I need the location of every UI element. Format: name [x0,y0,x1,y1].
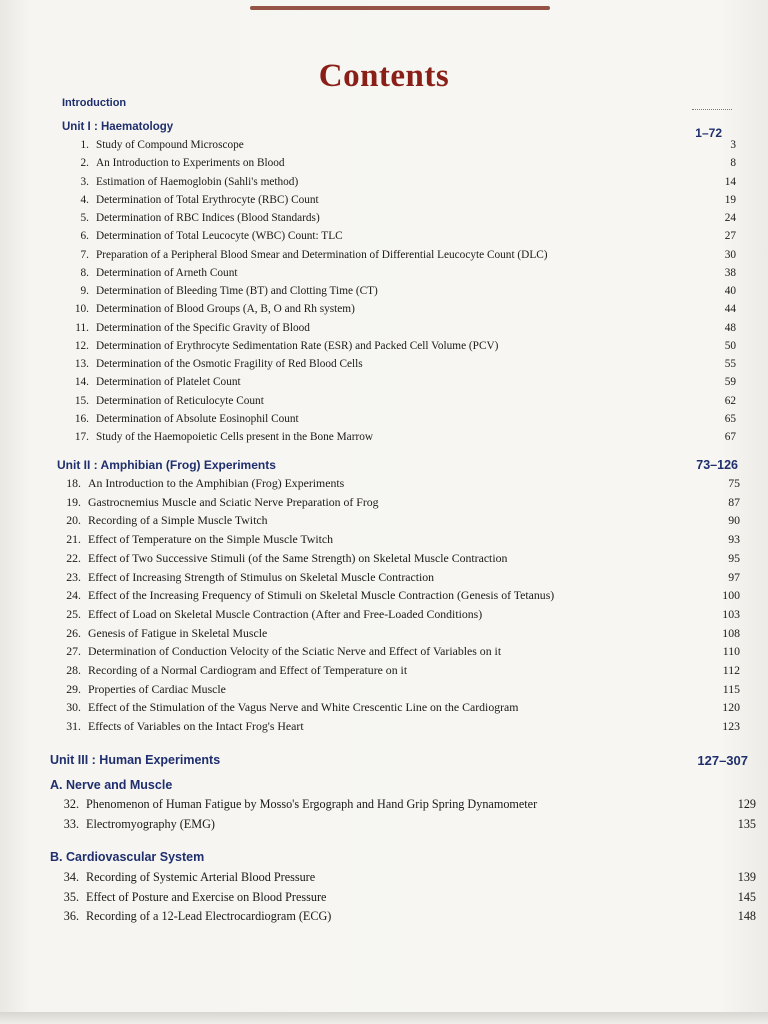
entry-page-number: 129 [737,797,756,811]
entry-number: 21. [66,532,81,547]
toc-entry[interactable] [46,797,756,812]
unit-heading: Unit I : Haematology [62,121,174,133]
entry-title: Determination of the Specific Gravity of Blood [96,321,310,334]
toc-entry[interactable] [62,285,736,297]
toc-entry[interactable] [62,176,736,188]
entry-title: Determination of Absolute Eosinophil Count [96,412,299,425]
entry-page-number: 8 [730,157,736,170]
entry-title: Determination of Conduction Velocity of the Sciatic Nerve and Effect of Variables on it [88,644,502,659]
entry-page-number: 14 [724,175,736,188]
entry-title: Determination of Total Erythrocyte (RBC) Count [96,193,319,206]
toc-entry[interactable] [50,476,740,491]
toc-entry[interactable] [62,322,736,334]
toc-entry[interactable] [50,532,740,547]
page-title: Contents [318,58,450,94]
entry-title: Phenomenon of Human Fatigue by Mosso's Ergograph and Hand Grip Spring Dynamometer [86,797,538,811]
entry-title: Gastrocnemius Muscle and Sciatic Nerve Preparation of Frog [88,494,379,509]
entry-title: Properties of Cardiac Muscle [88,681,226,696]
entry-title: Study of the Haemopoietic Cells present in the Bone Marrow [96,431,374,443]
entry-title: Determination of Erythrocyte Sedimentation Rate (ESR) and Packed Cell Volume (PCV) [96,339,499,352]
entry-page-number: 93 [728,532,740,547]
entry-page-number: 148 [737,909,756,923]
entry-page-number: 112 [722,663,740,677]
entry-page-number: 44 [724,303,736,316]
entry-title: Recording of a 12-Lead Electrocardiogram (ECG) [86,909,332,923]
toc-entry[interactable] [50,607,740,622]
entry-title: Determination of Arneth Count [96,266,238,279]
entry-number: 20. [66,513,81,528]
toc-entry[interactable] [50,495,740,510]
entry-page-number: 62 [724,394,736,407]
toc-entry[interactable] [50,700,740,715]
entry-number: 33. [63,817,79,831]
page-bottom-edge [0,1012,768,1024]
unit-page-range: 127–307 [697,753,748,768]
entry-title: Determination of Blood Groups (A, B, O and Rh system) [96,303,355,316]
toc-entry[interactable] [50,513,740,528]
toc-entry[interactable] [62,267,736,279]
entry-page-number: 48 [724,321,736,334]
entry-number: 18. [66,476,81,490]
entry-page-number: 55 [724,358,736,370]
unit-page-range: 1–72 [695,126,722,140]
toc-entry[interactable] [50,570,740,585]
toc-entry[interactable] [62,395,736,407]
introduction-heading: Introduction [62,97,127,109]
toc-entry[interactable] [62,340,736,352]
entry-title: Effect of Temperature on the Simple Muscle Twitch [88,532,334,547]
entry-number: 5. [80,212,89,224]
entry-number: 2. [80,157,89,170]
toc-entry[interactable] [46,890,756,905]
entry-page-number: 115 [722,681,740,696]
entry-title: Study of Compound Microscope [96,139,244,151]
toc-entry[interactable] [62,303,736,315]
entry-number: 32. [63,797,79,811]
entry-title: Effect of Posture and Exercise on Blood Pressure [86,889,327,904]
toc-entry[interactable] [62,249,736,261]
entry-page-number: 59 [724,376,736,389]
entry-number: 34. [63,870,79,884]
entry-number: 24. [66,588,81,603]
entry-page-number: 30 [724,248,736,261]
entry-title: Effect of Load on Skeletal Muscle Contraction (After and Free-Loaded Conditions) [88,606,483,621]
toc-entry[interactable] [46,817,756,832]
entry-page-number: 145 [737,889,756,904]
toc-entry[interactable] [50,626,740,641]
section-heading: B. Cardiovascular System [50,850,205,864]
entry-number: 16. [74,412,89,425]
entry-page-number: 97 [728,569,740,584]
entry-title: Genesis of Fatigue in Skeletal Muscle [88,625,268,640]
entry-number: 19. [66,494,81,509]
entry-number: 31. [66,719,81,734]
toc-entry[interactable] [50,682,740,697]
entry-title: An Introduction to the Amphibian (Frog) Experiments [88,476,345,490]
entry-page-number: 65 [724,412,736,425]
entry-number: 6. [80,230,89,243]
entry-title: Determination of Bleeding Time (BT) and Clotting Time (CT) [96,285,378,297]
entry-page-number: 3 [730,139,736,151]
entry-number: 3. [80,175,89,188]
entry-page-number: 123 [722,719,740,734]
entry-page-number: 24 [724,212,736,224]
entry-page-number: 67 [724,431,736,443]
entry-title: Recording of Systemic Arterial Blood Pressure [86,870,316,884]
top-border-rule [250,6,550,10]
entry-number: 15. [74,394,89,407]
entry-title: Effect of the Increasing Frequency of Stimuli on Skeletal Muscle Contraction (Genesis of Tetanus) [88,588,555,603]
entry-title: Determination of RBC Indices (Blood Standards) [96,212,320,224]
unit-page-range: 73–126 [696,458,738,472]
entry-page-number: 19 [724,193,736,206]
entry-number: 30. [66,700,81,715]
toc-entry[interactable] [62,230,736,242]
entry-page-number: 27 [724,230,736,243]
entry-number: 1. [80,139,89,151]
entry-page-number: 135 [737,817,756,831]
section-heading: A. Nerve and Muscle [50,778,173,792]
toc-entry[interactable] [62,194,736,206]
dotted-mark [692,109,732,110]
entry-number: 13. [74,358,89,370]
entry-page-number: 38 [724,266,736,279]
entry-page-number: 139 [737,870,756,884]
entry-page-number: 100 [722,588,740,603]
entry-number: 35. [63,889,79,904]
entry-number: 8. [80,266,89,279]
entry-number: 26. [66,625,81,640]
entry-number: 28. [66,663,81,677]
entry-title: Electromyography (EMG) [86,817,215,831]
entry-number: 10. [74,303,89,316]
entry-title: Preparation of a Peripheral Blood Smear and Determination of Differential Leucocyte Count (DLC) [96,248,548,261]
unit-heading: Unit II : Amphibian (Frog) Experiments [57,458,276,472]
entry-title: Determination of Platelet Count [96,376,241,389]
entry-page-number: 110 [722,644,740,659]
entry-title: Determination of Total Leucocyte (WBC) Count: TLC [96,230,343,243]
toc-entry[interactable] [50,588,740,603]
entry-number: 4. [80,193,89,206]
entry-page-number: 87 [728,494,740,509]
entry-page-number: 40 [724,285,736,297]
toc-entry[interactable] [46,870,756,885]
entry-number: 27. [66,644,81,659]
entry-number: 22. [66,550,81,565]
entry-number: 23. [66,569,81,584]
unit-heading: Unit III : Human Experiments [50,753,221,767]
entry-number: 9. [80,285,89,297]
entry-number: 29. [66,681,81,696]
entry-title: An Introduction to Experiments on Blood [96,157,285,170]
entry-title: Effect of Two Successive Stimuli (of the Same Strength) on Skeletal Muscle Contraction [88,550,508,565]
toc-entry[interactable] [62,358,736,370]
toc-entry[interactable] [62,212,736,224]
entry-page-number: 90 [728,513,740,528]
entry-page-number: 120 [722,700,740,715]
entry-number: 25. [66,606,81,621]
toc-entry[interactable] [62,376,736,388]
entry-page-number: 95 [728,550,740,565]
toc-entry[interactable] [62,431,736,443]
toc-entry[interactable] [62,157,736,169]
entry-title: Effect of the Stimulation of the Vagus Nerve and White Crescentic Line on the Cardiogram [88,700,519,715]
toc-entry[interactable] [50,551,740,566]
toc-entry[interactable] [50,663,740,678]
entry-title: Effect of Increasing Strength of Stimulus on Skeletal Muscle Contraction [88,569,435,584]
entry-number: 17. [74,431,89,443]
entry-page-number: 50 [724,339,736,352]
entry-title: Recording of a Simple Muscle Twitch [88,513,268,528]
entry-number: 36. [63,909,79,923]
toc-entry[interactable] [62,413,736,425]
entry-page-number: 75 [728,476,740,490]
entry-title: Recording of a Normal Cardiogram and Effect of Temperature on it [88,663,408,677]
entry-number: 12. [74,339,89,352]
entry-title: Determination of Reticulocyte Count [96,394,264,407]
entry-page-number: 108 [722,625,740,640]
toc-entry[interactable] [50,719,740,734]
toc-entry[interactable] [50,644,740,659]
entry-number: 7. [80,248,89,261]
entry-title: Estimation of Haemoglobin (Sahli's method) [96,175,299,188]
entry-title: Effects of Variables on the Intact Frog's Heart [88,719,304,734]
toc-entry[interactable] [62,139,736,151]
entry-title: Determination of the Osmotic Fragility of Red Blood Cells [96,358,363,370]
entry-number: 11. [75,321,89,334]
entry-number: 14. [74,376,89,389]
entry-page-number: 103 [722,606,740,621]
toc-entry[interactable] [46,909,756,924]
